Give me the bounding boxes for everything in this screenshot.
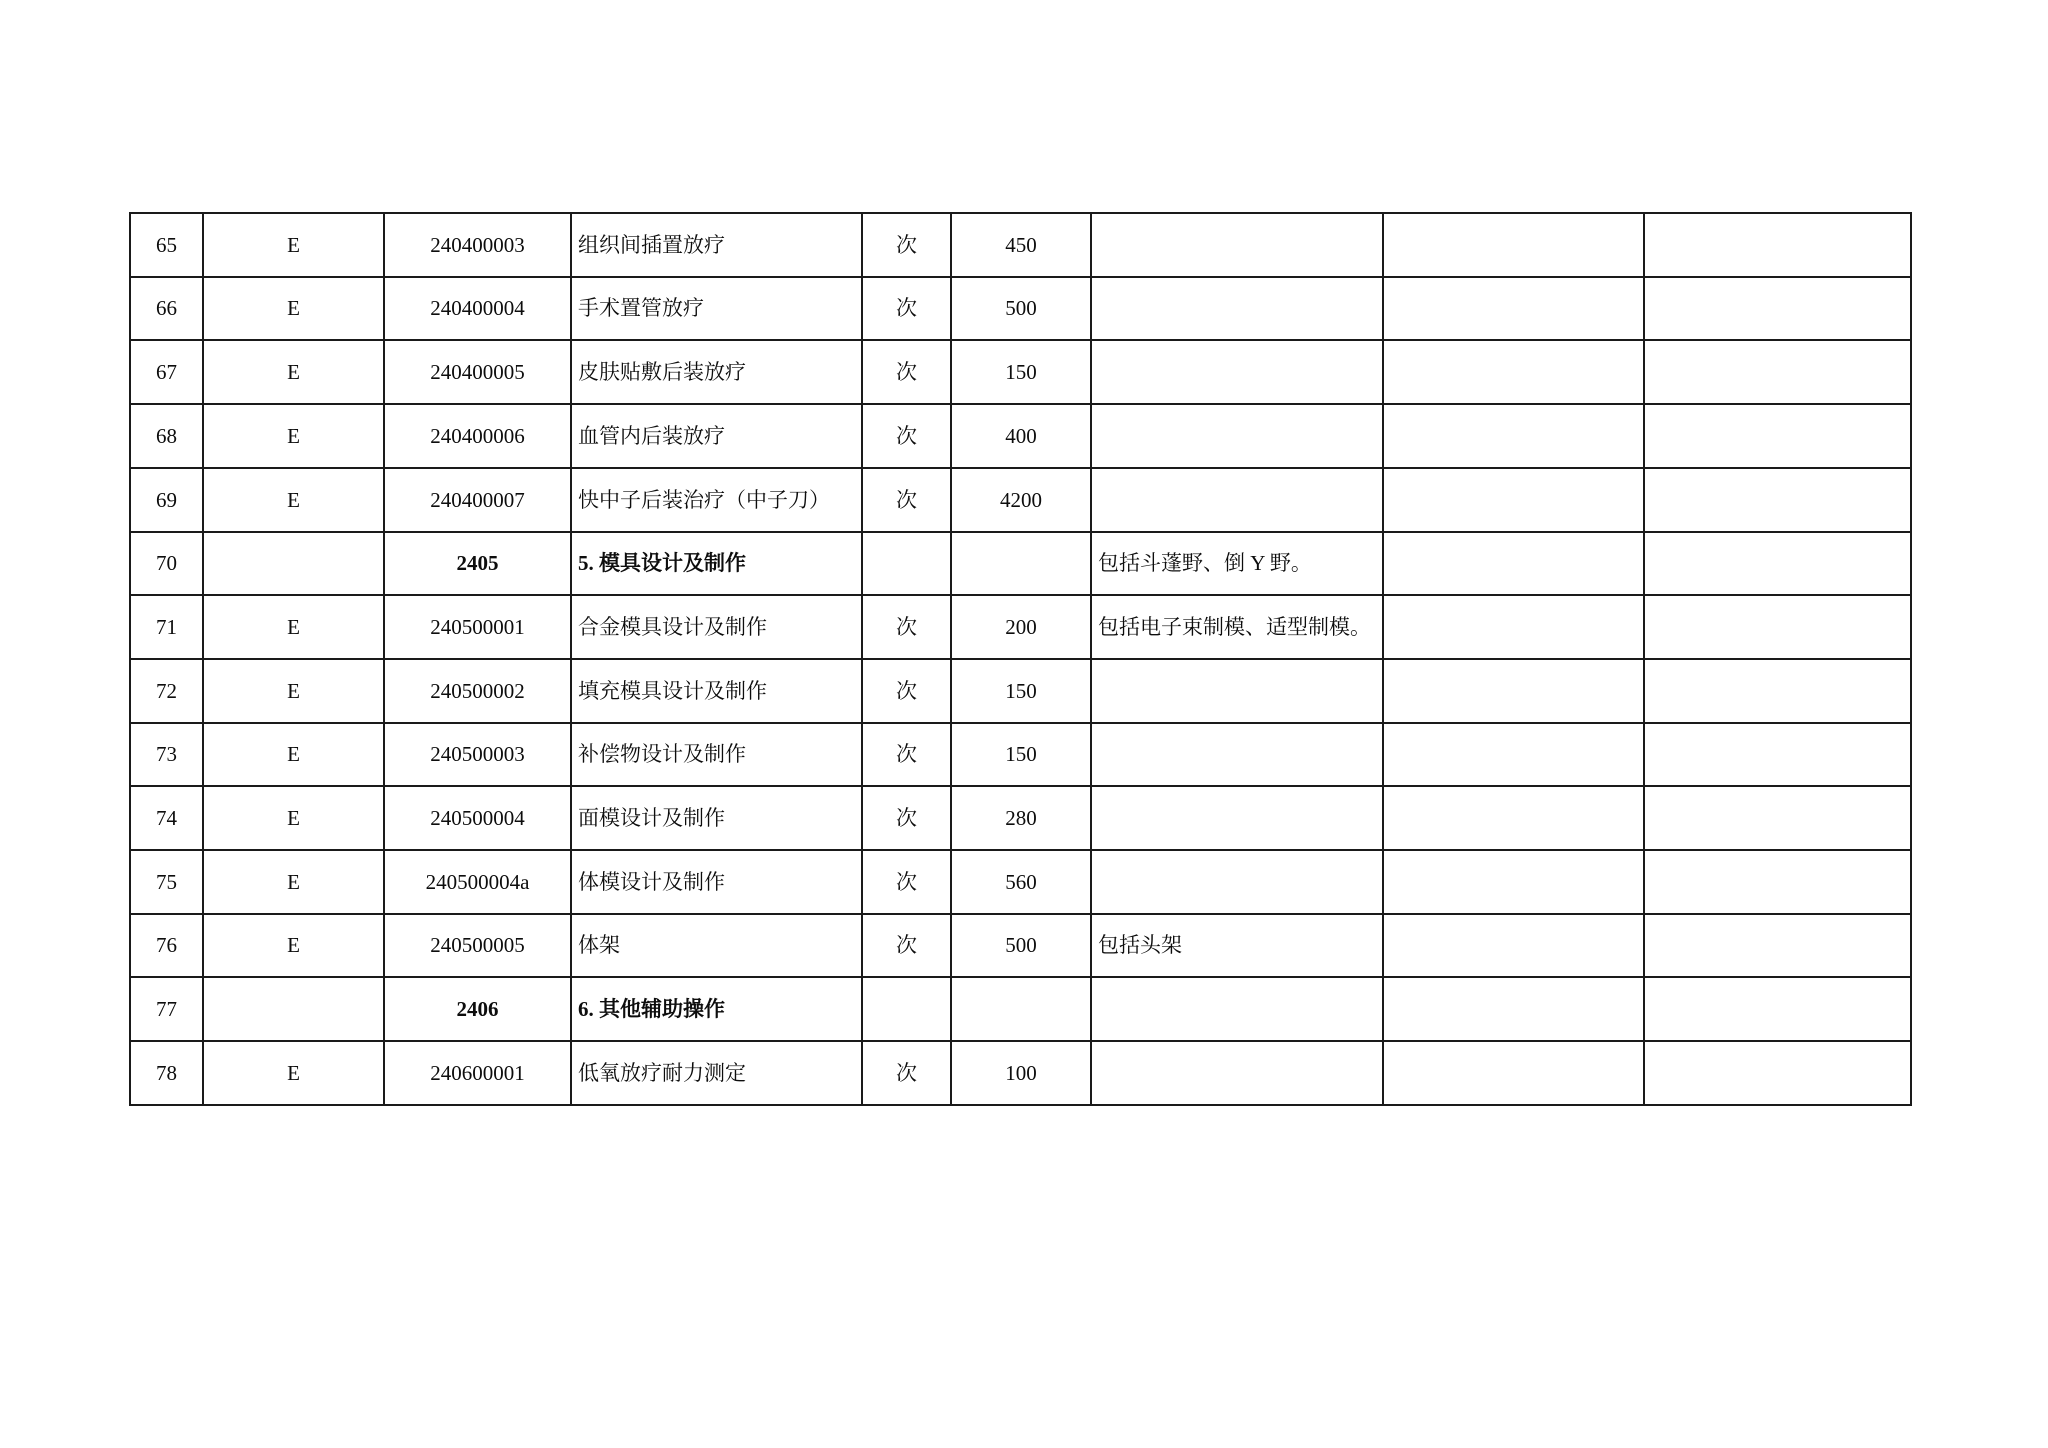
- table-row: [130, 532, 1911, 596]
- cell-extra1: [1383, 977, 1644, 1041]
- cell-name: 面模设计及制作: [571, 786, 862, 850]
- cell-unit: 次: [862, 786, 951, 850]
- cell-seq: 71: [130, 595, 203, 659]
- cell-price: [951, 532, 1091, 596]
- cell-category: [203, 977, 384, 1041]
- cell-extra1: [1383, 468, 1644, 532]
- cell-seq: 76: [130, 914, 203, 978]
- table-row: [130, 404, 1911, 468]
- cell-extra1: [1383, 914, 1644, 978]
- cell-price: 400: [951, 404, 1091, 468]
- cell-notes: [1091, 213, 1383, 277]
- cell-price: [951, 977, 1091, 1041]
- cell-notes: [1091, 786, 1383, 850]
- fee-table-body: [130, 213, 1911, 1105]
- cell-extra1: [1383, 595, 1644, 659]
- cell-price: 4200: [951, 468, 1091, 532]
- cell-price: 280: [951, 786, 1091, 850]
- cell-code: 240500005: [384, 914, 571, 978]
- cell-notes: [1091, 340, 1383, 404]
- table-row: [130, 659, 1911, 723]
- cell-price: 500: [951, 914, 1091, 978]
- cell-category: E: [203, 277, 384, 341]
- cell-extra2: [1644, 213, 1911, 277]
- cell-seq: 75: [130, 850, 203, 914]
- cell-category: E: [203, 786, 384, 850]
- cell-extra2: [1644, 723, 1911, 787]
- cell-extra2: [1644, 850, 1911, 914]
- cell-price: 200: [951, 595, 1091, 659]
- cell-unit: 次: [862, 468, 951, 532]
- cell-code: 240600001: [384, 1041, 571, 1105]
- cell-name: 组织间插置放疗: [571, 213, 862, 277]
- cell-extra1: [1383, 213, 1644, 277]
- cell-code: 240400003: [384, 213, 571, 277]
- cell-extra1: [1383, 532, 1644, 596]
- table-row: [130, 1041, 1911, 1105]
- cell-extra1: [1383, 277, 1644, 341]
- cell-name: 血管内后装放疗: [571, 404, 862, 468]
- cell-category: E: [203, 595, 384, 659]
- cell-name: 体架: [571, 914, 862, 978]
- cell-category: E: [203, 659, 384, 723]
- cell-price: 560: [951, 850, 1091, 914]
- cell-seq: 69: [130, 468, 203, 532]
- cell-notes: 包括头架: [1091, 914, 1383, 978]
- cell-extra2: [1644, 1041, 1911, 1105]
- cell-code: 240400005: [384, 340, 571, 404]
- cell-notes: [1091, 977, 1383, 1041]
- cell-extra2: [1644, 914, 1911, 978]
- table-row: [130, 277, 1911, 341]
- cell-notes: [1091, 404, 1383, 468]
- cell-seq: 78: [130, 1041, 203, 1105]
- cell-name: 填充模具设计及制作: [571, 659, 862, 723]
- cell-unit: 次: [862, 277, 951, 341]
- cell-name: 5. 模具设计及制作: [571, 532, 862, 596]
- cell-code: 240500001: [384, 595, 571, 659]
- cell-code: 240400007: [384, 468, 571, 532]
- cell-code: 240400004: [384, 277, 571, 341]
- cell-extra2: [1644, 532, 1911, 596]
- cell-unit: 次: [862, 914, 951, 978]
- cell-extra1: [1383, 723, 1644, 787]
- cell-seq: 70: [130, 532, 203, 596]
- cell-category: E: [203, 723, 384, 787]
- cell-code: 240500004: [384, 786, 571, 850]
- cell-code: 240500003: [384, 723, 571, 787]
- cell-unit: 次: [862, 595, 951, 659]
- cell-unit: 次: [862, 340, 951, 404]
- cell-price: 150: [951, 659, 1091, 723]
- cell-code: 240500004a: [384, 850, 571, 914]
- cell-notes: [1091, 1041, 1383, 1105]
- cell-unit: 次: [862, 850, 951, 914]
- cell-extra1: [1383, 340, 1644, 404]
- cell-price: 450: [951, 213, 1091, 277]
- cell-name: 低氧放疗耐力测定: [571, 1041, 862, 1105]
- cell-name: 合金模具设计及制作: [571, 595, 862, 659]
- cell-seq: 73: [130, 723, 203, 787]
- table-row: [130, 213, 1911, 277]
- table-row: [130, 850, 1911, 914]
- cell-extra2: [1644, 595, 1911, 659]
- cell-price: 100: [951, 1041, 1091, 1105]
- cell-extra1: [1383, 850, 1644, 914]
- cell-extra2: [1644, 659, 1911, 723]
- table-row: [130, 340, 1911, 404]
- cell-price: 500: [951, 277, 1091, 341]
- cell-extra2: [1644, 277, 1911, 341]
- cell-code: 2405: [384, 532, 571, 596]
- fee-schedule-table: [129, 212, 1912, 1106]
- cell-unit: [862, 532, 951, 596]
- table-row: [130, 723, 1911, 787]
- table-row: [130, 786, 1911, 850]
- cell-name: 快中子后装治疗（中子刀）: [571, 468, 862, 532]
- cell-category: E: [203, 914, 384, 978]
- cell-unit: 次: [862, 404, 951, 468]
- cell-name: 6. 其他辅助操作: [571, 977, 862, 1041]
- cell-seq: 65: [130, 213, 203, 277]
- cell-extra2: [1644, 468, 1911, 532]
- cell-unit: 次: [862, 659, 951, 723]
- cell-extra1: [1383, 404, 1644, 468]
- cell-category: E: [203, 340, 384, 404]
- cell-notes: 包括斗蓬野、倒 Y 野。: [1091, 532, 1383, 596]
- cell-seq: 67: [130, 340, 203, 404]
- cell-code: 240400006: [384, 404, 571, 468]
- cell-extra1: [1383, 1041, 1644, 1105]
- cell-category: E: [203, 468, 384, 532]
- cell-extra2: [1644, 977, 1911, 1041]
- cell-extra2: [1644, 786, 1911, 850]
- table-row: [130, 977, 1911, 1041]
- cell-category: E: [203, 850, 384, 914]
- cell-unit: [862, 977, 951, 1041]
- cell-notes: [1091, 850, 1383, 914]
- cell-notes: [1091, 723, 1383, 787]
- cell-unit: 次: [862, 1041, 951, 1105]
- cell-category: E: [203, 404, 384, 468]
- cell-seq: 72: [130, 659, 203, 723]
- cell-extra2: [1644, 404, 1911, 468]
- cell-seq: 74: [130, 786, 203, 850]
- cell-name: 皮肤贴敷后装放疗: [571, 340, 862, 404]
- table-row: [130, 468, 1911, 532]
- cell-seq: 68: [130, 404, 203, 468]
- table-row: [130, 595, 1911, 659]
- cell-unit: 次: [862, 213, 951, 277]
- cell-category: [203, 532, 384, 596]
- table-row: [130, 914, 1911, 978]
- cell-price: 150: [951, 723, 1091, 787]
- cell-name: 补偿物设计及制作: [571, 723, 862, 787]
- cell-code: 240500002: [384, 659, 571, 723]
- cell-category: E: [203, 1041, 384, 1105]
- cell-notes: [1091, 277, 1383, 341]
- cell-seq: 77: [130, 977, 203, 1041]
- cell-notes: [1091, 659, 1383, 723]
- cell-extra2: [1644, 340, 1911, 404]
- fee-schedule-table-wrap: [129, 212, 1910, 1106]
- cell-notes: [1091, 468, 1383, 532]
- cell-extra1: [1383, 659, 1644, 723]
- cell-code: 2406: [384, 977, 571, 1041]
- cell-unit: 次: [862, 723, 951, 787]
- cell-notes: 包括电子束制模、适型制模。: [1091, 595, 1383, 659]
- cell-category: E: [203, 213, 384, 277]
- cell-price: 150: [951, 340, 1091, 404]
- cell-seq: 66: [130, 277, 203, 341]
- cell-extra1: [1383, 786, 1644, 850]
- cell-name: 手术置管放疗: [571, 277, 862, 341]
- cell-name: 体模设计及制作: [571, 850, 862, 914]
